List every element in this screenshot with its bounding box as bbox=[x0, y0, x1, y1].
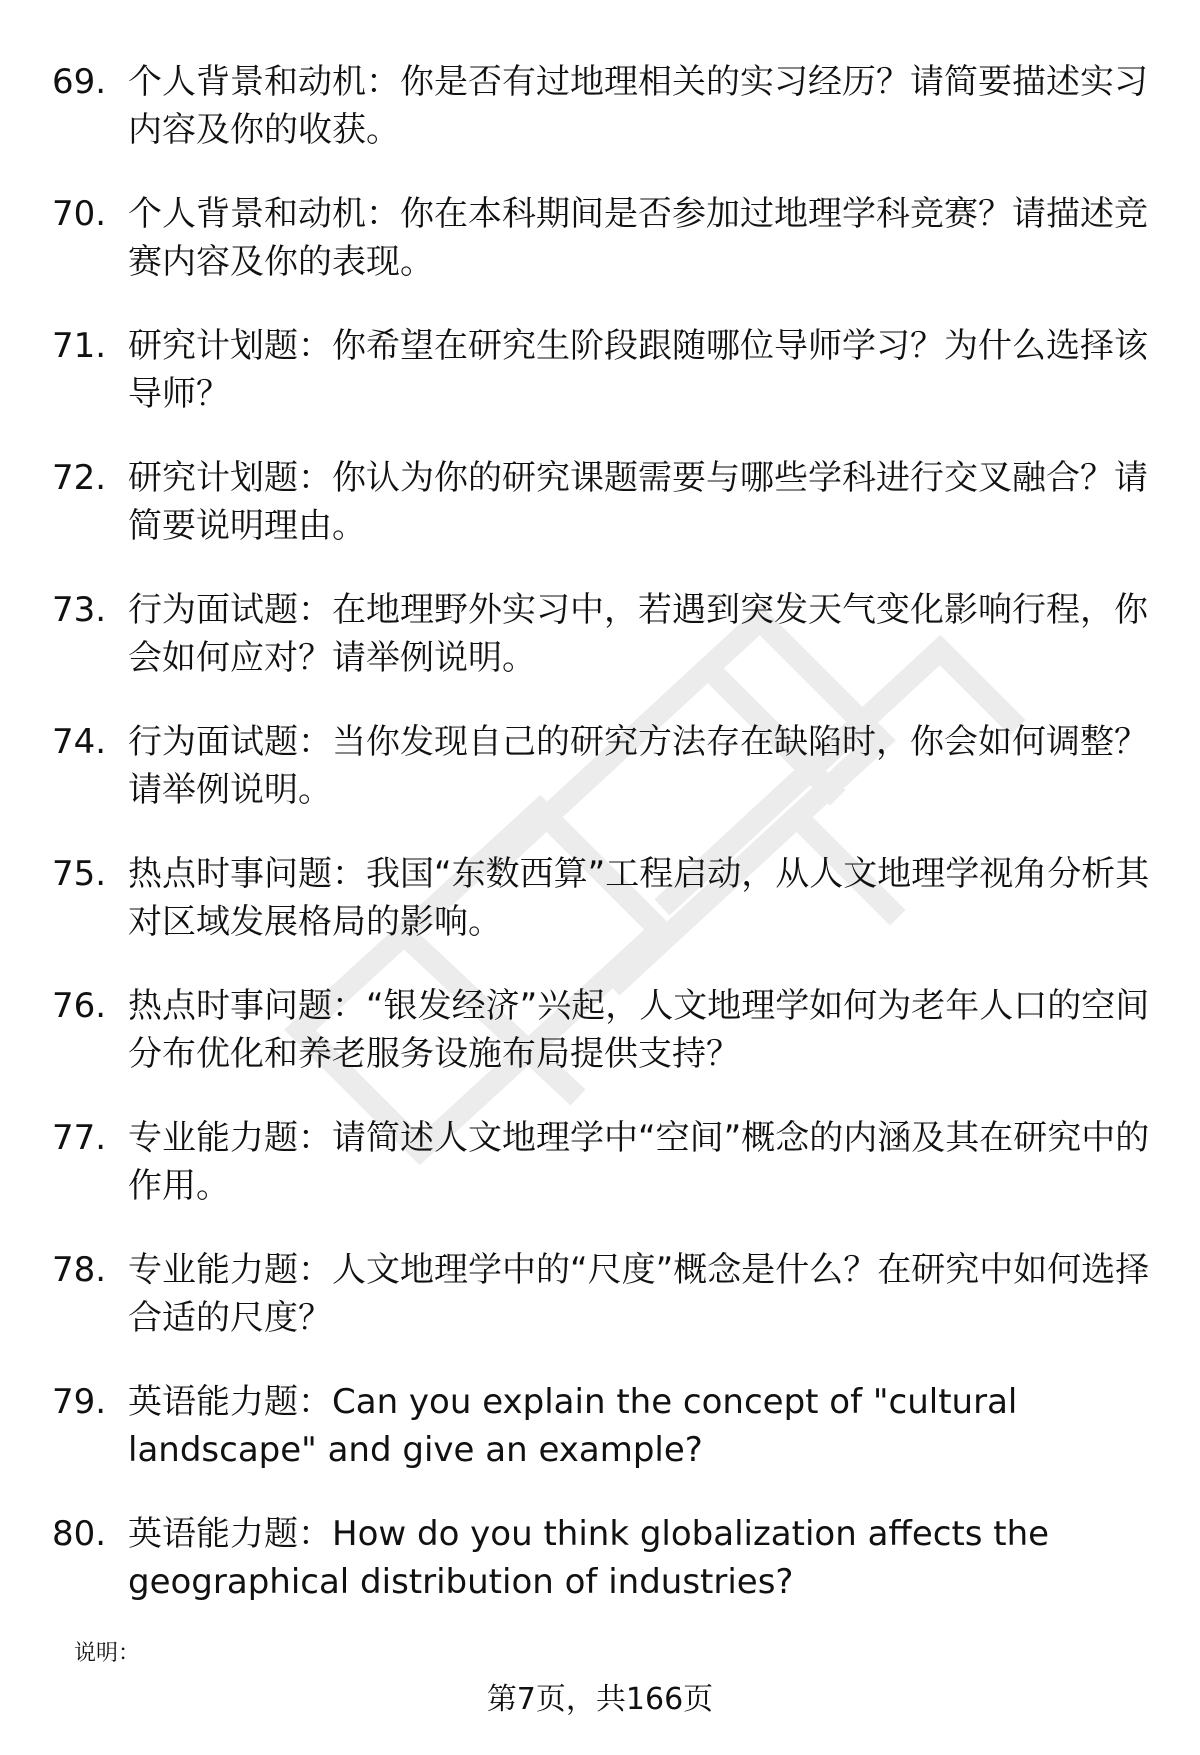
question-item bbox=[52, 982, 1152, 1114]
page-number-footer: 第7页，共166页 bbox=[486, 1682, 714, 1717]
question-number: 74. bbox=[52, 722, 107, 762]
question-item bbox=[52, 718, 1152, 850]
question-number: 70. bbox=[52, 194, 107, 234]
question-number: 79. bbox=[52, 1382, 107, 1422]
question-item bbox=[52, 322, 1152, 454]
question-item bbox=[52, 454, 1152, 586]
question-number: 76. bbox=[52, 986, 107, 1026]
question-text: 专业能力题：人文地理学中的“尺度”概念是什么？在研究中如何选择合适的尺度？ bbox=[128, 1250, 1150, 1338]
question-number: 72. bbox=[52, 458, 107, 498]
question-number: 71. bbox=[52, 326, 107, 366]
question-number: 73. bbox=[52, 590, 107, 630]
question-text: 行为面试题：当你发现自己的研究方法存在缺陷时，你会如何调整？请举例说明。 bbox=[128, 722, 1148, 810]
question-item bbox=[52, 58, 1152, 190]
question-text: 研究计划题：你希望在研究生阶段跟随哪位导师学习？为什么选择该导师？ bbox=[128, 326, 1148, 414]
question-item bbox=[52, 1510, 1152, 1642]
question-number: 75. bbox=[52, 854, 107, 894]
question-item bbox=[52, 1114, 1152, 1246]
question-text: 专业能力题：请简述人文地理学中“空间”概念的内涵及其在研究中的作用。 bbox=[128, 1118, 1150, 1206]
question-text: 个人背景和动机：你是否有过地理相关的实习经历？请简要描述实习内容及你的收获。 bbox=[128, 62, 1148, 150]
question-text: 热点时事问题：“银发经济”兴起，人文地理学如何为老年人口的空间分布优化和养老服务设施布局提供支持？ bbox=[128, 986, 1150, 1074]
question-text: 行为面试题：在地理野外实习中，若遇到突发天气变化影响行程，你会如何应对？请举例说明。 bbox=[128, 590, 1148, 678]
question-item bbox=[52, 586, 1152, 718]
question-text: 英语能力题：How do you think globalization affects the geographical distribution of industries? bbox=[128, 1514, 1050, 1602]
question-item bbox=[52, 1246, 1152, 1378]
question-number: 69. bbox=[52, 62, 107, 102]
question-text: 英语能力题：Can you explain the concept of "cultural landscape" and give an example? bbox=[128, 1382, 1018, 1470]
question-list bbox=[52, 58, 1152, 1642]
question-text: 研究计划题：你认为你的研究课题需要与哪些学科进行交叉融合？请简要说明理由。 bbox=[128, 458, 1148, 546]
question-item bbox=[52, 850, 1152, 982]
question-number: 80. bbox=[52, 1514, 107, 1554]
question-item bbox=[52, 1378, 1152, 1510]
question-text: 热点时事问题：我国“东数西算”工程启动，从人文地理学视角分析其对区域发展格局的影响。 bbox=[128, 854, 1150, 942]
question-item bbox=[52, 190, 1152, 322]
question-number: 78. bbox=[52, 1250, 107, 1290]
note-label: 说明： bbox=[74, 1641, 141, 1666]
question-text: 个人背景和动机：你在本科期间是否参加过地理学科竞赛？请描述竞赛内容及你的表现。 bbox=[128, 194, 1148, 282]
question-number: 77. bbox=[52, 1118, 107, 1158]
